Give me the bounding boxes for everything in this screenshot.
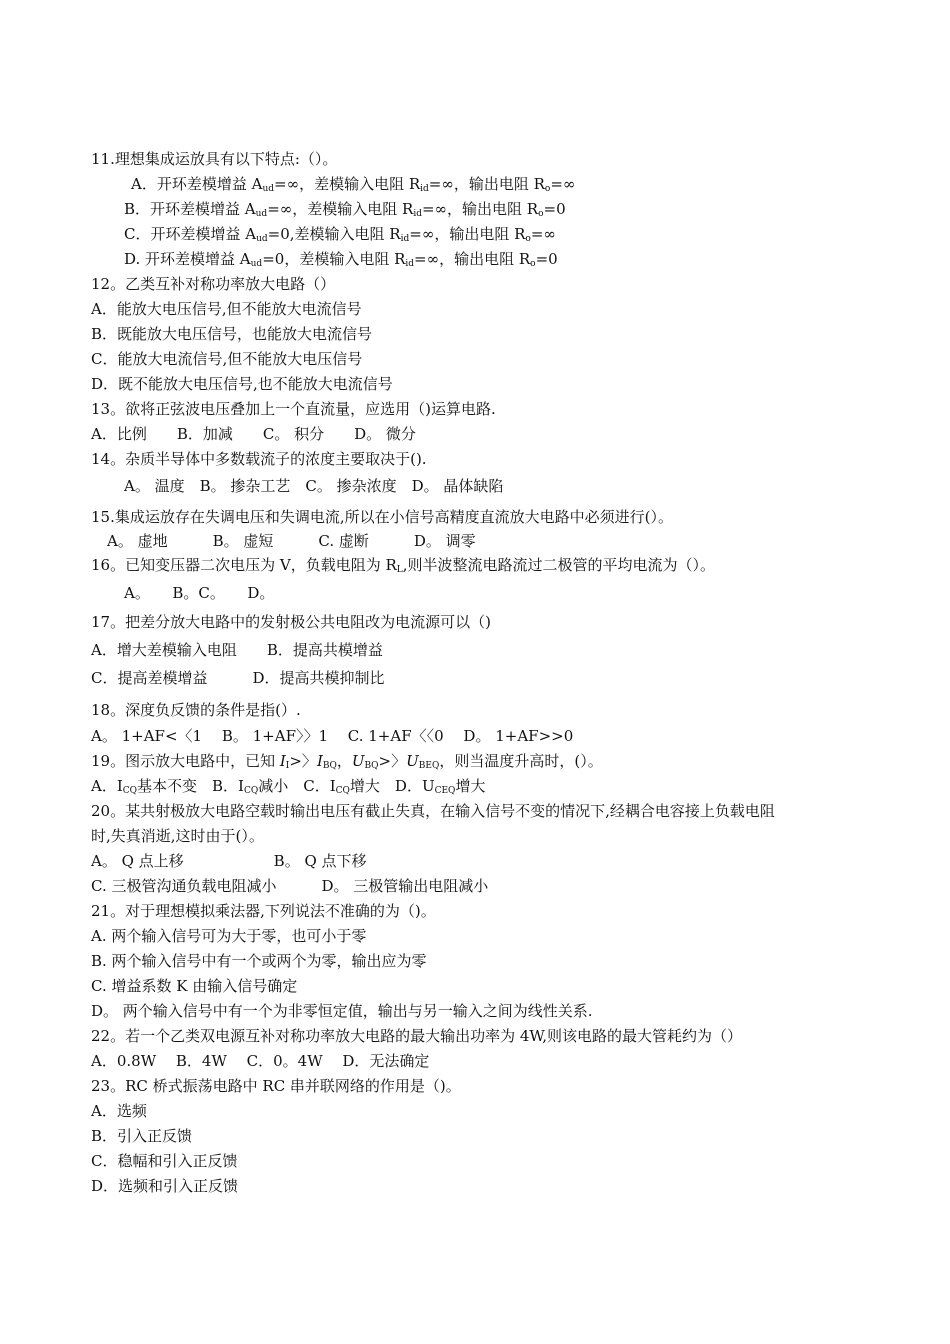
question-23-option-d: D．选频和引入正反馈 [91, 1177, 239, 1195]
question-18-options: A。 1+AF<〈1 B。 1+AF〉〉1 C. 1+AF〈〈0 D。 1+AF>>0 [91, 727, 574, 745]
question-23-stem: 23。RC 桥式振荡电路中 RC 串并联网络的作用是（)。 [91, 1077, 461, 1095]
question-15-stem: 15.集成运放存在失调电压和失调电流,所以在小信号高精度直流放大电路中必须进行(）。 [91, 508, 673, 526]
question-18-stem: 18。深度负反馈的条件是指(）. [91, 701, 301, 719]
question-20-options-row1: A。 Q 点上移 B。 Q 点下移 [91, 852, 367, 870]
question-21-stem: 21。对于理想模拟乘法器,下列说法不准确的为（)。 [91, 902, 436, 920]
question-16-options: A。 B。C。 D。 [124, 584, 275, 602]
question-23-option-c: C．稳幅和引入正反馈 [91, 1152, 238, 1170]
question-11-option-c: C．开环差模增益 $A_{ud}=0$,差模输入电阻 $R_{id}=\infty$，输出电阻 $R_o=\infty$ [124, 225, 556, 244]
question-12-option-a: A．能放大电压信号,但不能放大电流信号 [91, 300, 362, 318]
question-21-option-b: B. 两个输入信号中有一个或两个为零，输出应为零 [91, 952, 427, 970]
question-16-stem: 16。已知变压器二次电压为 V，负载电阻为 $R_L$,则半波整流电路流过二极管的平均电流为（）。 [91, 556, 716, 575]
question-17-stem: 17。把差分放大电路中的发射极公共电阻改为电流源可以（) [91, 613, 491, 631]
question-23-option-b: B．引入正反馈 [91, 1127, 193, 1145]
question-20-options-row2: C. 三极管沟通负载电阻减小 D。 三极管输出电阻减小 [91, 877, 489, 895]
question-13-stem: 13。欲将正弦波电压叠加上一个直流量，应选用（)运算电路. [91, 400, 496, 418]
question-11-option-b: B．开环差模增益 $A_{ud}=\infty$，差模输入电阻 $R_{id}=\infty$，输出电阻 $R_o=0$ [124, 200, 566, 219]
question-15-options: A。 虚地 B。 虚短 C. 虚断 D。 调零 [107, 532, 476, 550]
question-12-stem: 12。乙类互补对称功率放大电路（） [91, 275, 336, 293]
question-17-options-row1: A．增大差模输入电阻 B．提高共模增益 [91, 641, 383, 659]
question-11-stem: 11.理想集成运放具有以下特点:（）。 [91, 150, 338, 168]
question-19-stem: 19。图示放大电路中，已知 $I_I>$〉$I_{BQ}$，$U_{BQ}>$〉$U_{BEQ}$，则当温度升高时，(）。 [91, 752, 603, 771]
question-20-stem-line2: 时,失真消逝,这时由于(）。 [91, 827, 264, 845]
question-20-stem-line1: 20。某共射极放大电路空载时输出电压有截止失真，在输入信号不变的情况下,经耦合电容接上负载电阻 [91, 802, 775, 820]
question-12-option-d: D．既不能放大电压信号,也不能放大电流信号 [91, 375, 393, 393]
question-13-options: A．比例 B．加减 C。 积分 D。 微分 [91, 425, 416, 443]
question-11-option-a: A．开环差模增益 $A_{ud}=\infty$，差模输入电阻 $R_{id}=\infty$，输出电阻 $R_o=\infty$ [131, 175, 576, 194]
question-21-option-c: C. 增益系数 K 由输入信号确定 [91, 977, 298, 995]
question-22-stem: 22。若一个乙类双电源互补对称功率放大电路的最大输出功率为 4W,则该电路的最大管耗约为（） [91, 1027, 742, 1045]
question-22-options: A．0.8W B．4W C．0。4W D．无法确定 [91, 1052, 430, 1070]
question-23-option-a: A．选频 [91, 1102, 147, 1120]
question-12-option-c: C．能放大电流信号,但不能放大电压信号 [91, 350, 363, 368]
question-11-option-d: D. 开环差模增益 $A_{ud}=0$，差模输入电阻 $R_{id}=\infty$，输出电阻 $R_o=0$ [124, 250, 558, 269]
question-14-stem: 14。杂质半导体中多数载流子的浓度主要取决于(). [91, 450, 427, 468]
question-17-options-row2: C．提高差模增益 D．提高共模抑制比 [91, 669, 385, 687]
question-19-options: A．$I_{CQ}$基本不变 B．$I_{CQ}$减小 C．$I_{CQ}$增大 D．$U_{CEQ}$增大 [91, 777, 486, 796]
question-21-option-d: D。 两个输入信号中有一个为非零恒定值，输出与另一输入之间为线性关系. [91, 1002, 593, 1020]
question-21-option-a: A. 两个输入信号可为大于零，也可小于零 [91, 927, 367, 945]
question-12-option-b: B．既能放大电压信号，也能放大电流信号 [91, 325, 373, 343]
question-14-options: A。 温度 B。 掺杂工艺 C。 掺杂浓度 D。 晶体缺陷 [124, 477, 504, 495]
